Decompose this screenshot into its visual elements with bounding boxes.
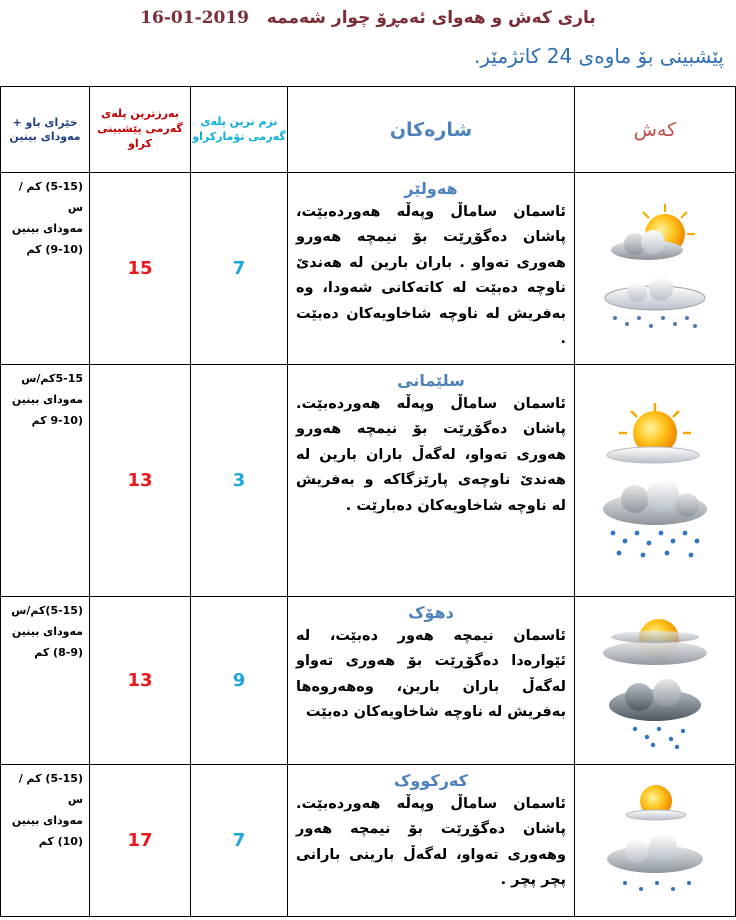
weather-icons-cell bbox=[575, 597, 736, 765]
heavy-rain-cloud-icon bbox=[595, 477, 715, 561]
forecast-description: ئاسمان ساماڵ وپەڵە هەوردەبێت. پاشان دەگۆڕێت بۆ نیمچە هەورو هەوری تەواو، لەگەڵ باران بارین لە هەندێ ناوچەی پارێزگاکە و بەفریش لە ناوچە شاخاویەکان دەبارێت . bbox=[296, 396, 566, 514]
header-min-temp: نزم ترین پلەی گەرمی تۆمارکراو bbox=[191, 87, 288, 173]
table-row bbox=[1, 765, 736, 917]
wind-visibility-cell: (5-15) کم /س مەودای بینین (9-10) کم bbox=[1, 173, 90, 365]
storm-rain-cloud-icon bbox=[595, 679, 715, 749]
light-rain-cloud-icon bbox=[595, 831, 715, 901]
title-date: 2019-01-16 bbox=[140, 8, 249, 28]
min-temp-cell: 3 bbox=[191, 365, 288, 597]
weather-icons-cell bbox=[575, 365, 736, 597]
rain-cloud-icon bbox=[595, 272, 715, 338]
city-cell bbox=[288, 597, 575, 765]
city-name: سلێمانی bbox=[397, 371, 465, 390]
weather-icons-cell bbox=[575, 173, 736, 365]
table-row bbox=[1, 173, 736, 365]
table-header-row bbox=[1, 87, 736, 173]
hazy-sun-icon bbox=[610, 781, 700, 825]
max-temp-cell: 15 bbox=[90, 173, 191, 365]
city-cell bbox=[288, 765, 575, 917]
header-max-temp: بەرزترین پلەی گەرمی پێشبینی کراو bbox=[90, 87, 191, 173]
min-temp-cell: 9 bbox=[191, 597, 288, 765]
min-temp-cell: 7 bbox=[191, 765, 288, 917]
title-text: باری کەش و هەوای ئەمڕۆ چوار شەممە bbox=[266, 8, 596, 28]
city-name: کەرکووک bbox=[394, 771, 468, 790]
cloudy-sun-icon bbox=[595, 613, 715, 673]
header-weather: کەش bbox=[575, 87, 736, 173]
wind-visibility-cell: 5-15کم/س مەودای بینین (9-10 کم bbox=[1, 365, 90, 597]
wind-visibility-cell: (5-15)کم/س مەودای بینین (8-9) کم bbox=[1, 597, 90, 765]
table-row bbox=[1, 597, 736, 765]
forecast-description: ئاسمان نیمچە هەور دەبێت، لە ئێوارەدا دەگۆڕێت بۆ هەوری تەواو لەگەڵ باران بارین، وەهەروەها بەفریش لە ناوچە شاخاویەکان دەبێت bbox=[296, 628, 566, 721]
city-cell bbox=[288, 365, 575, 597]
forecast-description: ئاسمان ساماڵ وپەڵە هەوردەبێت. پاشان دەگۆڕێت بۆ نیمچە هەور وهەوری تەواو، لەگەڵ بارینی بارانی پچر پچر . bbox=[296, 796, 566, 889]
city-name: هەولێر bbox=[404, 179, 458, 198]
page-title bbox=[0, 8, 736, 28]
min-temp-cell: 7 bbox=[191, 173, 288, 365]
table-row bbox=[1, 365, 736, 597]
header-wind-visibility: خێرای باو + مەودای بینین bbox=[1, 87, 90, 173]
weather-icons-cell bbox=[575, 765, 736, 917]
forecast-description: ئاسمان ساماڵ وپەڵە هەوردەبێت، پاشان دەگۆڕێت بۆ نیمچە هەورو هەوری تەواو . باران بارین لە هەندێ ناوچە دەبێت لە کاتەکانی شەودا، وە بەفریش لە ناوچە شاخاویەکان دەبێت . bbox=[296, 204, 566, 347]
page-subtitle: پێشبینی بۆ ماوەی 24 کاتژمێر. bbox=[474, 44, 724, 68]
max-temp-cell: 13 bbox=[90, 365, 191, 597]
max-temp-cell: 17 bbox=[90, 765, 191, 917]
city-name: دهۆک bbox=[408, 603, 454, 622]
header-cities: شارەکان bbox=[288, 87, 575, 173]
partly-cloudy-sun-icon bbox=[595, 200, 715, 266]
forecast-table bbox=[0, 86, 736, 917]
city-cell bbox=[288, 173, 575, 365]
wind-visibility-cell: (5-15) کم /س مەودای بینین (10) کم bbox=[1, 765, 90, 917]
sun-with-cloud-icon bbox=[595, 401, 715, 471]
max-temp-cell: 13 bbox=[90, 597, 191, 765]
